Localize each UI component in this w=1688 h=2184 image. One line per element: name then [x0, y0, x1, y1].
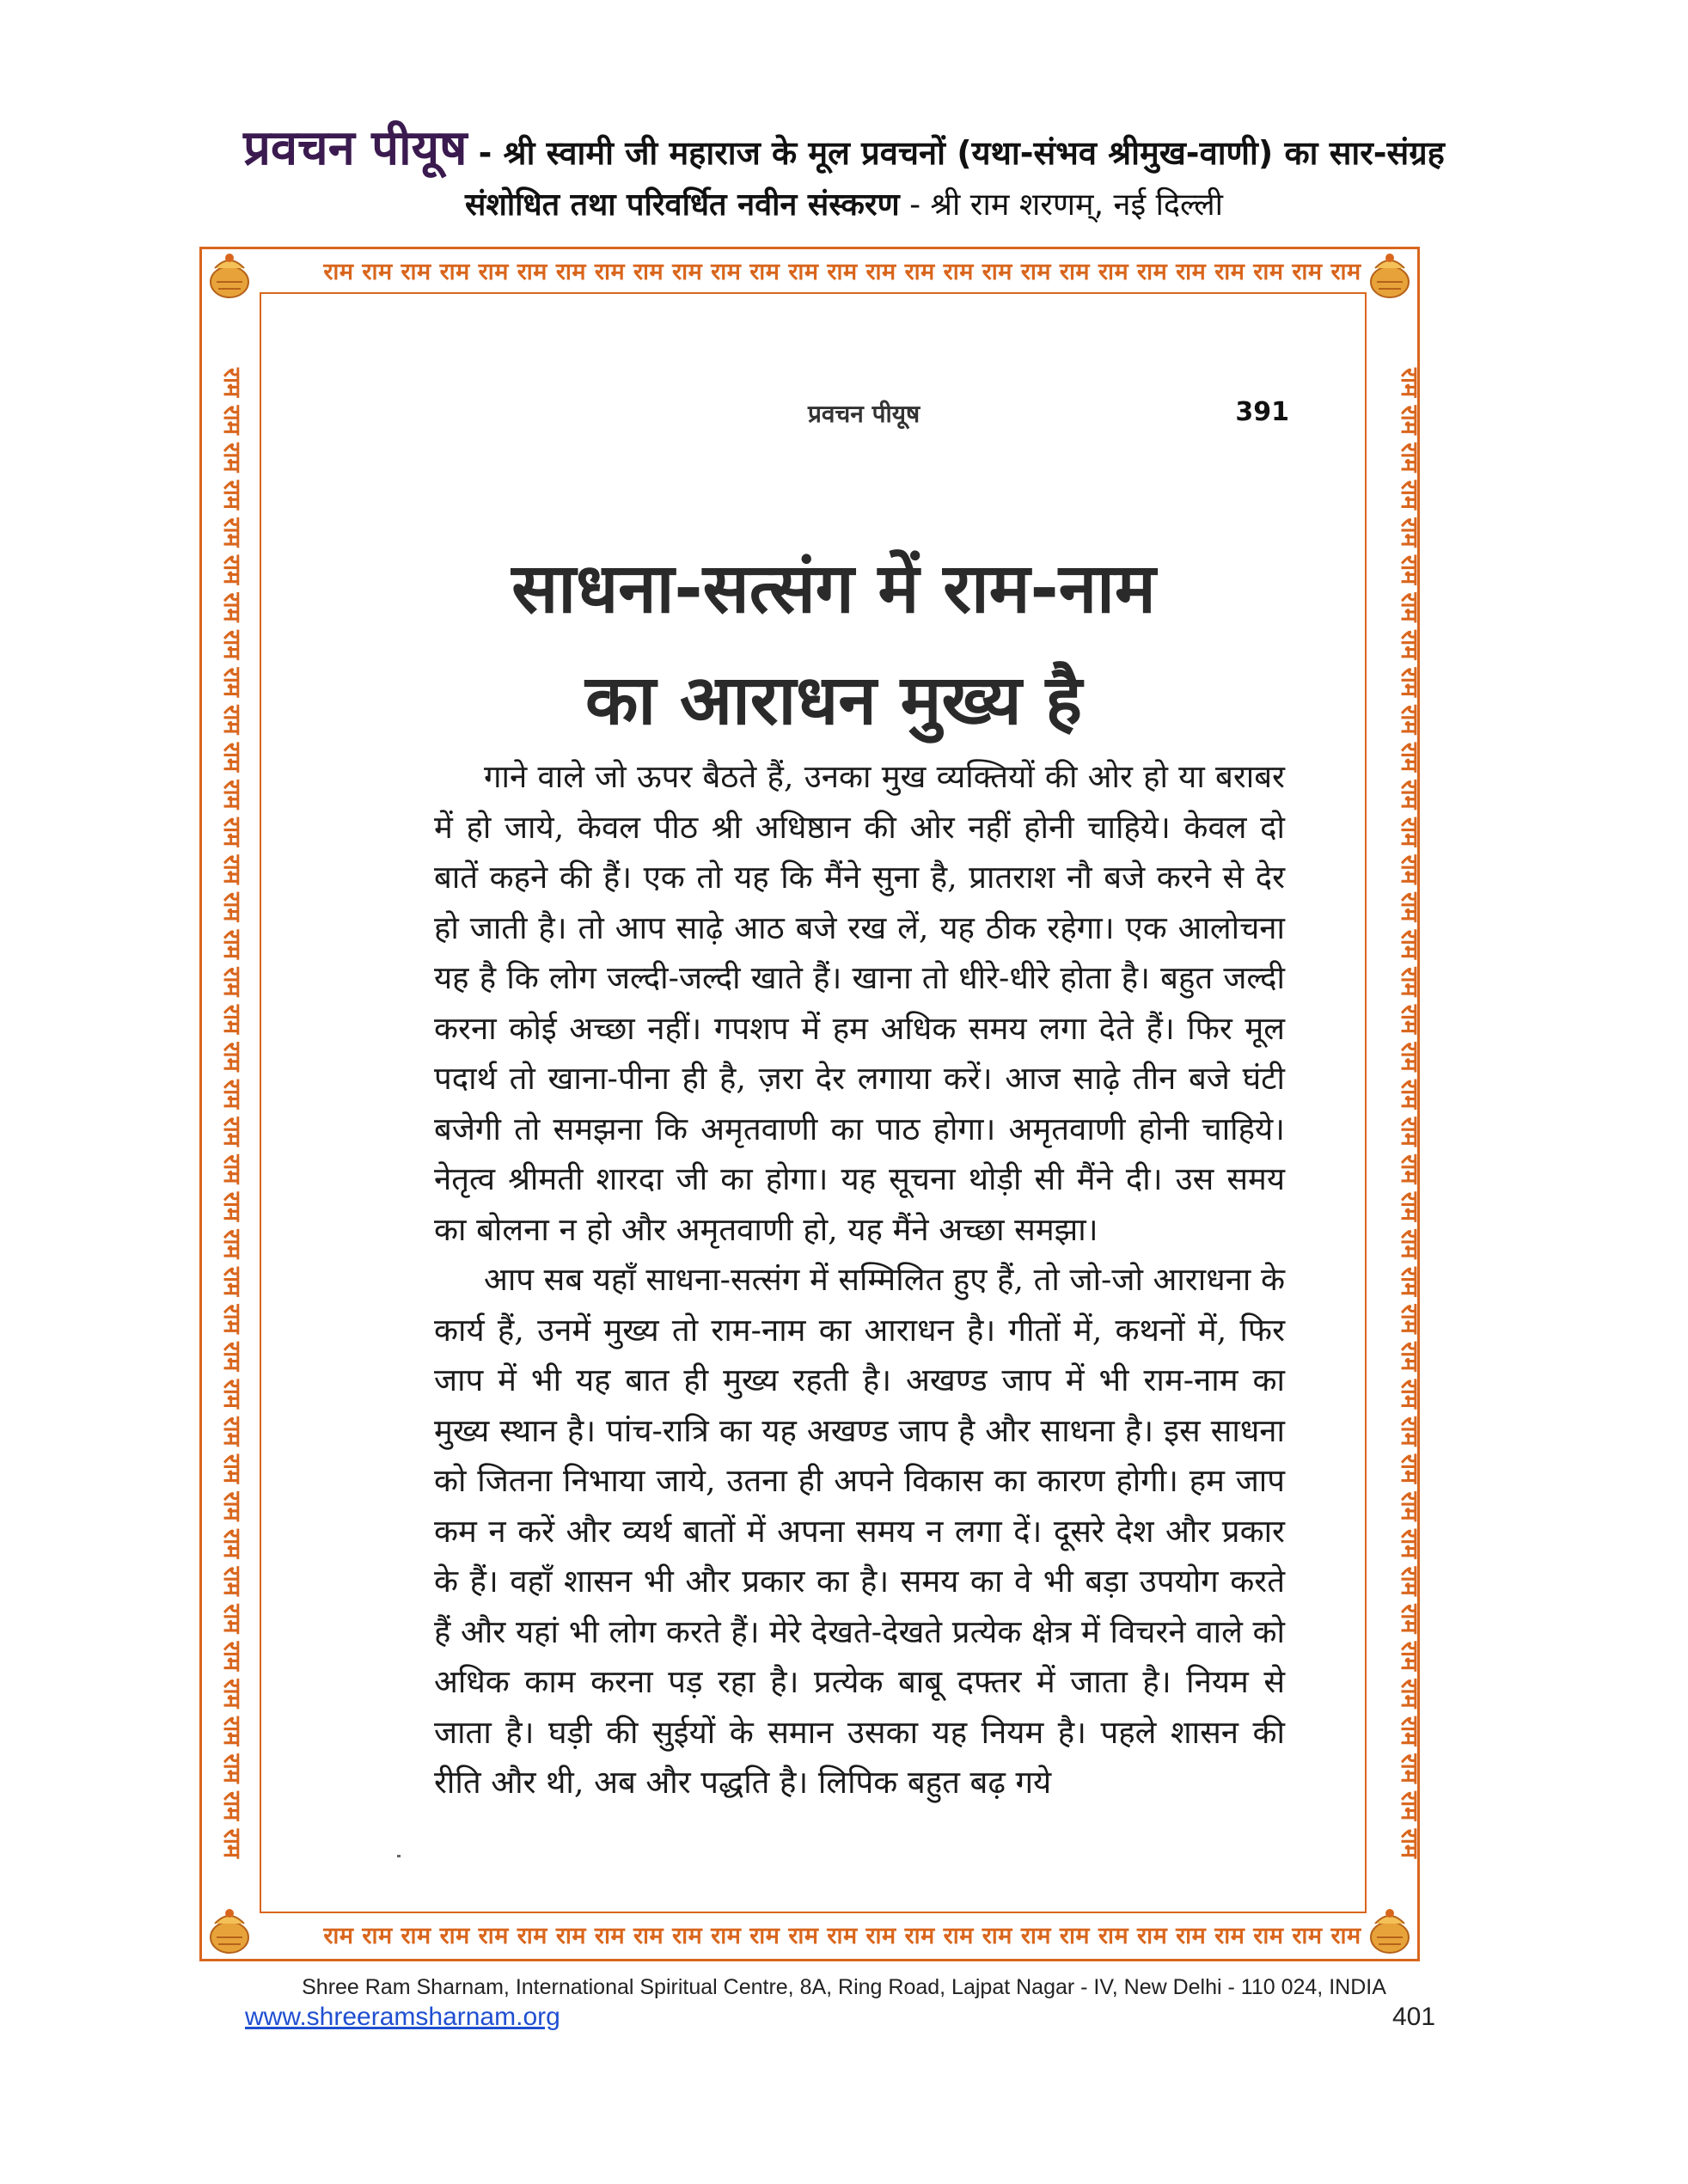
publisher-label: - श्री राम शरणम्, नई दिल्ली [899, 187, 1223, 223]
kalash-ornament-icon [203, 1905, 256, 1958]
paragraph: आप सब यहाँ साधना-सत्संग में सम्मिलित हुए हैं, तो जो-जो आराधना के कार्य हैं, उनमें मुख्य तो राम-नाम का आराधन है। गीतों में, कथनों में, फिर जाप में भी यह बात ही मुख्य रहती है। अखण्ड जाप में भी राम-नाम का मुख्य स्थान है। पांच-रात्रि का यह अखण्ड जाप है और साधना है। इस साधना को जितना निभाया जाये, उतना ही अपने विकास का कारण होगी। हम जाप कम न करें और व्यर्थ बातों में अपना समय न लगा दें। दूसरे देश और प्रकार के हैं। वहाँ शासन भी और प्रकार का है। समय का वे भी बड़ा उपयोग करते हैं और यहां भी लोग करते हैं। मेरे देखते-देखते प्रत्येक क्षेत्र में विचरने वाले को अधिक काम करना पड़ रहा है। प्रत्येक बाबू दफ्तर में जाता है। नियम से जाता है। घड़ी की सुईयों के समान उसका यह नियम है। पहले शासन की रीति और थी, अब और पद्धति है। लिपिक बहुत बढ़ गये [434, 1261, 1285, 1801]
ram-border-top: राम राम राम राम राम राम राम राम राम राम राम राम राम राम राम राम राम राम राम राम राम राम राम राम राम राम राम [323, 259, 1361, 285]
kalash-ornament-icon [203, 249, 256, 303]
website-link[interactable]: www.shreeramsharnam.org [245, 2003, 560, 2031]
ram-border-right: राम राम राम राम राम राम राम राम राम राम राम राम राम राम राम राम राम राम राम राम राम राम राम राम राम राम राम राम राम राम राम राम राम राम राम राम राम राम राम राम [1396, 368, 1422, 1858]
footer-page-number: 401 [1392, 2003, 1436, 2031]
footer-address: Shree Ram Sharnam, International Spiritual Centre, 8A, Ring Road, Lajpat Nagar - IV, New Delhi - 110 024, INDIA [302, 1975, 1386, 1999]
kalash-ornament-icon [1363, 1905, 1416, 1958]
header-description: श्री स्वामी जी महाराज के मूल प्रवचनों (यथा-संभव श्रीमुख-वाणी) का सार-संग्रह [503, 134, 1445, 172]
chapter-title-line-1: साधना-सत्संग में राम-नाम [511, 548, 1156, 628]
header-title: प्रवचन पीयूष [243, 120, 468, 176]
document-subheader [0, 182, 1688, 224]
scan-page-number: 391 [1235, 397, 1289, 427]
ram-border-left: राम राम राम राम राम राम राम राम राम राम राम राम राम राम राम राम राम राम राम राम राम राम राम राम राम राम राम राम राम राम राम राम राम राम राम राम राम राम राम राम [218, 368, 245, 1858]
edition-label: संशोधित तथा परिवर्धित नवीन संस्करण [465, 187, 900, 223]
paragraph: गाने वाले जो ऊपर बैठते हैं, उनका मुख व्यक्तियों की ओर हो या बराबर में हो जाये, केवल पीठ श्री अधिष्ठान की ओर नहीं होनी चाहिये। केवल दो बातें कहने की हैं। एक तो यह कि मैंने सुना है, प्रातराश नौ बजे करने से देर हो जाती है। तो आप साढ़े आठ बजे रख लें, यह ठीक रहेगा। एक आलोचना यह है कि लोग जल्दी-जल्दी खाते हैं। खाना तो धीरे-धीरे होता है। बहुत जल्दी करना कोई अच्छा नहीं। गपशप में हम अधिक समय लगा देते हैं। फिर मूल पदार्थ तो खाना-पीना ही है, ज़रा देर लगाया करें। आज साढ़े तीन बजे घंटी बजेगी तो समझना कि अमृतवाणी का पाठ होगा। अमृतवाणी होनी चाहिये। नेतृत्व श्रीमती शारदा जी का होगा। यह सूचना थोड़ी सी मैंने दी। उस समय का बोलना न हो और अमृतवाणी हो, यह मैंने अच्छा समझा। [434, 758, 1285, 1248]
chapter-title [395, 533, 1272, 756]
document-header [0, 113, 1688, 179]
kalash-ornament-icon [1363, 249, 1416, 303]
chapter-body [434, 752, 1285, 1808]
running-head-title: प्रवचन पीयूष [808, 400, 920, 428]
header-separator: - [467, 134, 504, 172]
ram-border-bottom: राम राम राम राम राम राम राम राम राम राम राम राम राम राम राम राम राम राम राम राम राम राम राम राम राम राम राम [323, 1923, 1361, 1949]
scan-speck [397, 1855, 401, 1857]
chapter-title-line-2: का आराधन मुख्य है [584, 660, 1083, 740]
